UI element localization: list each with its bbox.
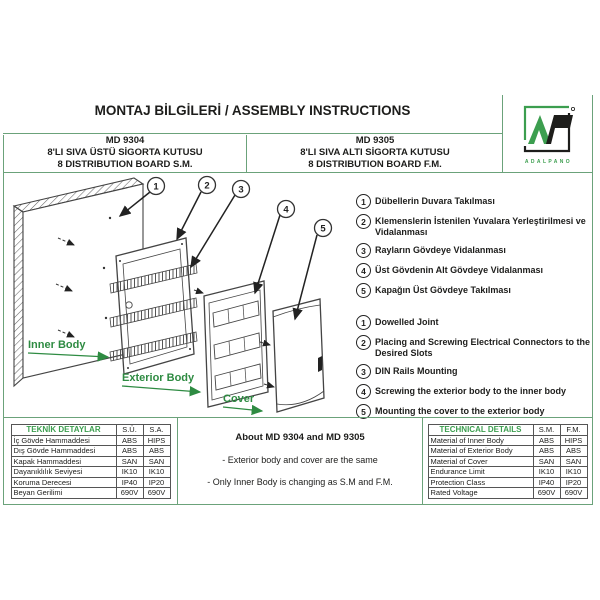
product-desc-en: 8 DISTRIBUTION BOARD S.M. (57, 159, 193, 170)
page-title: MONTAJ BİLGİLERİ / ASSEMBLY INSTRUCTIONS (3, 88, 502, 134)
technical-details-table (428, 424, 588, 499)
table-row: Beyan Gerilimi 690V 690V (11, 488, 170, 499)
product-md9304 (4, 135, 246, 172)
callout-2: 2 (204, 180, 210, 192)
step-en-5: 5 Mounting the cover to the exterior body (356, 404, 592, 419)
product-model: MD 9305 (355, 135, 395, 146)
step-tr-3: 3 Rayların Gövdeye Vidalanması (356, 243, 592, 258)
cover-label: Cover (223, 393, 255, 405)
callout-3: 3 (238, 184, 244, 196)
inner-body-shape (110, 238, 197, 374)
table-title: TEKNİK DETAYLAR (11, 425, 116, 436)
teknik-detaylar-cell (4, 418, 178, 504)
about-line-2: - Only Inner Body is changing as S.M and F.M. (207, 477, 393, 487)
exploded-view-diagram (4, 172, 360, 417)
table-row: Kapak Hammaddesi SAN SAN (11, 456, 170, 467)
product-desc-tr: 8'LI SIVA ÜSTÜ SİGORTA KUTUSU (47, 147, 203, 158)
exterior-body-label: Exterior Body (122, 372, 195, 384)
about-cell (178, 418, 423, 504)
table-row: Rated Voltage 690V 690V (428, 488, 587, 499)
steps-turkish (356, 194, 592, 298)
step-number: 4 (356, 384, 371, 399)
col-header: F.M. (560, 425, 587, 436)
product-md9305 (246, 135, 503, 172)
step-en-4: 4 Screwing the exterior body to the inner body (356, 384, 592, 399)
product-desc-en: 8 DISTRIBUTION BOARD F.M. (308, 159, 442, 170)
step-tr-2: 2 Klemenslerin İstenilen Yuvalara Yerleştirilmesi ve Vidalanması (356, 214, 592, 238)
callout-1: 1 (153, 181, 159, 193)
table-row: Endurance Limit IK10 IK10 (428, 467, 587, 478)
step-number: 5 (356, 404, 371, 419)
step-tr-1: 1 Dübellerin Duvara Takılması (356, 194, 592, 209)
main-area (3, 172, 593, 417)
col-header: S.M. (533, 425, 560, 436)
step-number: 1 (356, 194, 371, 209)
table-row: Dış Gövde Hammaddesi ABS ABS (11, 446, 170, 457)
step-number: 1 (356, 315, 371, 330)
product-model: MD 9304 (105, 135, 145, 146)
table-row: Material of Exterior Body ABS ABS (428, 446, 587, 457)
teknik-detaylar-table (11, 424, 171, 499)
cover-shape (260, 299, 324, 412)
table-title: TECHNICAL DETAILS (428, 425, 533, 436)
step-number: 4 (356, 263, 371, 278)
product-header-row (3, 135, 503, 173)
callout-4: 4 (283, 204, 289, 216)
product-desc-tr: 8'LI SIVA ALTI SİGORTA KUTUSU (300, 147, 450, 158)
step-number: 2 (356, 214, 371, 229)
exterior-body-shape (194, 281, 268, 407)
step-number: 5 (356, 283, 371, 298)
step-en-2: 2 Placing and Screwing Electrical Connectors to the Desired Slots (356, 335, 592, 359)
col-header: S.Ü. (116, 425, 143, 436)
about-title: About MD 9304 and MD 9305 (235, 432, 365, 443)
inner-body-label: Inner Body (28, 339, 86, 351)
step-en-3: 3 DIN Rails Mounting (356, 364, 592, 379)
about-line-1: - Exterior body and cover are the same (222, 455, 378, 465)
step-en-1: 1 Dowelled Joint (356, 315, 592, 330)
step-tr-4: 4 Üst Gövdenin Alt Gövdeye Vidalanması (356, 263, 592, 278)
instruction-steps (356, 194, 592, 424)
adalpano-logo-icon (520, 102, 576, 158)
table-row: Material of Cover SAN SAN (428, 456, 587, 467)
table-row: Koruma Derecesi IP40 IP20 (11, 477, 170, 488)
table-row: Protection Class IP40 IP20 (428, 477, 587, 488)
callout-markers (148, 177, 332, 237)
callout-5: 5 (320, 223, 326, 235)
table-row: Dayanıklılık Seviyesi IK10 IK10 (11, 467, 170, 478)
step-number: 3 (356, 243, 371, 258)
col-header: S.A. (143, 425, 170, 436)
steps-english (356, 315, 592, 419)
brand-name: ADALPANO (524, 159, 573, 165)
table-row: İç Gövde Hammaddesi ABS HIPS (11, 435, 170, 446)
brand-logo-panel (502, 95, 593, 173)
step-tr-5: 5 Kapağın Üst Gövdeye Takılması (356, 283, 592, 298)
step-number: 3 (356, 364, 371, 379)
bottom-strip (3, 417, 593, 505)
table-row: Material of Inner Body ABS HIPS (428, 435, 587, 446)
technical-details-cell (423, 418, 592, 504)
step-number: 2 (356, 335, 371, 350)
